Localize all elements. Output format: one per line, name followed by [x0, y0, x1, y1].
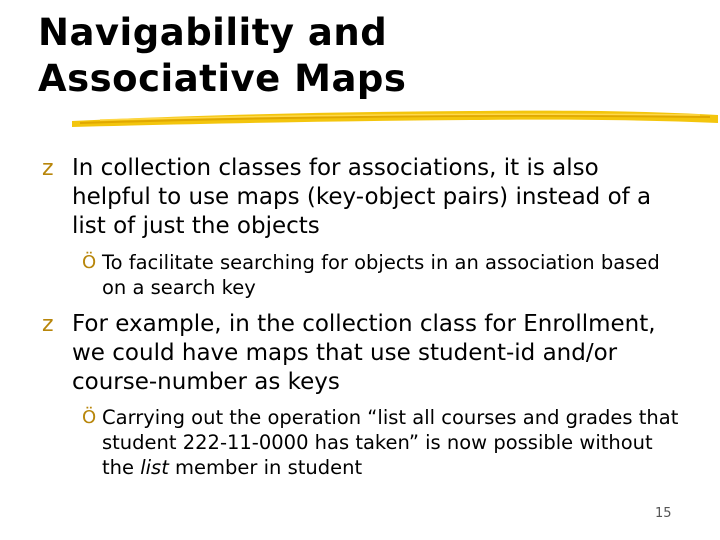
title-line-1: Navigability and [38, 11, 388, 54]
title-line-2: Associative Maps [38, 57, 407, 100]
sub-bullet-2-text [102, 405, 682, 480]
bullet-1-text: In collection classes for associations, it is also helpful to use maps (key-object pairs) instead of a list of just the objects [72, 155, 652, 239]
title-underline-brushstroke [70, 103, 720, 133]
bullet-2 [42, 310, 682, 397]
bullet-marker-icon: z [42, 156, 54, 181]
sub-bullet-marker-icon: Ö [82, 407, 97, 428]
bullet-1 [42, 154, 682, 241]
sub-bullet-2-text-start: Carrying out the operation “list all courses and grades that student 222-11-0000 has taken” is now possible without the [102, 406, 679, 479]
sub-bullet-1 [82, 250, 682, 300]
sub-bullet-1-text: To facilitate searching for objects in an association based on a search key [102, 251, 660, 299]
sub-bullet-2-emphasis: list [140, 456, 169, 479]
page-number: 15 [655, 506, 672, 521]
bullet-2-text: For example, in the collection class for Enrollment, we could have maps that use student-id and/or course-number as keys [72, 311, 656, 395]
sub-bullet-2-text-end: member in student [168, 456, 363, 479]
sub-bullet-marker-icon: Ö [82, 252, 97, 273]
bullet-marker-icon: z [42, 312, 54, 337]
sub-bullet-2 [82, 405, 682, 480]
slide-title [38, 10, 406, 102]
